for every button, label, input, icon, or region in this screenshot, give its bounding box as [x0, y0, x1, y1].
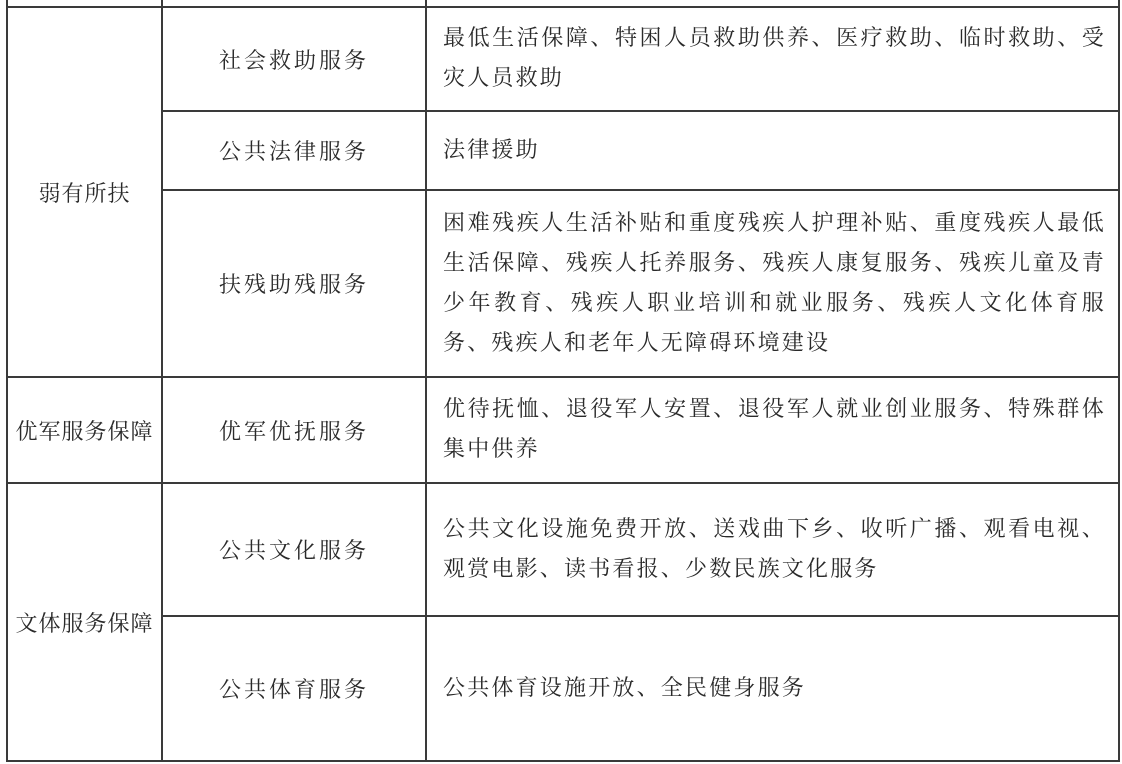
service-cell: 社会救助服务	[162, 7, 426, 111]
content-cell: 优待抚恤、退役军人安置、退役军人就业创业服务、特殊群体集中供养	[426, 377, 1119, 483]
content-cell: 公共文化设施免费开放、送戏曲下乡、收听广播、观看电视、观赏电影、读书看报、少数民族文化服务	[426, 483, 1119, 616]
content-cell: 法律援助	[426, 111, 1119, 190]
clipped-cell	[7, 0, 162, 7]
clipped-cell	[162, 0, 426, 7]
category-cell: 弱有所扶	[7, 7, 162, 377]
table-row	[7, 7, 1119, 111]
clipped-top-row	[7, 0, 1119, 7]
category-cell: 文体服务保障	[7, 483, 162, 761]
table-row	[7, 483, 1119, 616]
service-cell: 优军优抚服务	[162, 377, 426, 483]
service-cell: 公共文化服务	[162, 483, 426, 616]
category-cell: 优军服务保障	[7, 377, 162, 483]
content-cell: 最低生活保障、特困人员救助供养、医疗救助、临时救助、受灾人员救助	[426, 7, 1119, 111]
clipped-cell	[426, 0, 1119, 7]
content-cell: 困难残疾人生活补贴和重度残疾人护理补贴、重度残疾人最低生活保障、残疾人托养服务、残疾人康复服务、残疾儿童及青少年教育、残疾人职业培训和就业服务、残疾人文化体育服务、残疾人和老年人无障碍环境建设	[426, 190, 1119, 377]
table-row	[7, 111, 1119, 190]
table-row	[7, 616, 1119, 761]
service-cell: 公共法律服务	[162, 111, 426, 190]
table-row	[7, 377, 1119, 483]
service-cell: 公共体育服务	[162, 616, 426, 761]
table-row	[7, 190, 1119, 377]
public-services-table	[6, 0, 1120, 762]
content-cell: 公共体育设施开放、全民健身服务	[426, 616, 1119, 761]
service-cell: 扶残助残服务	[162, 190, 426, 377]
